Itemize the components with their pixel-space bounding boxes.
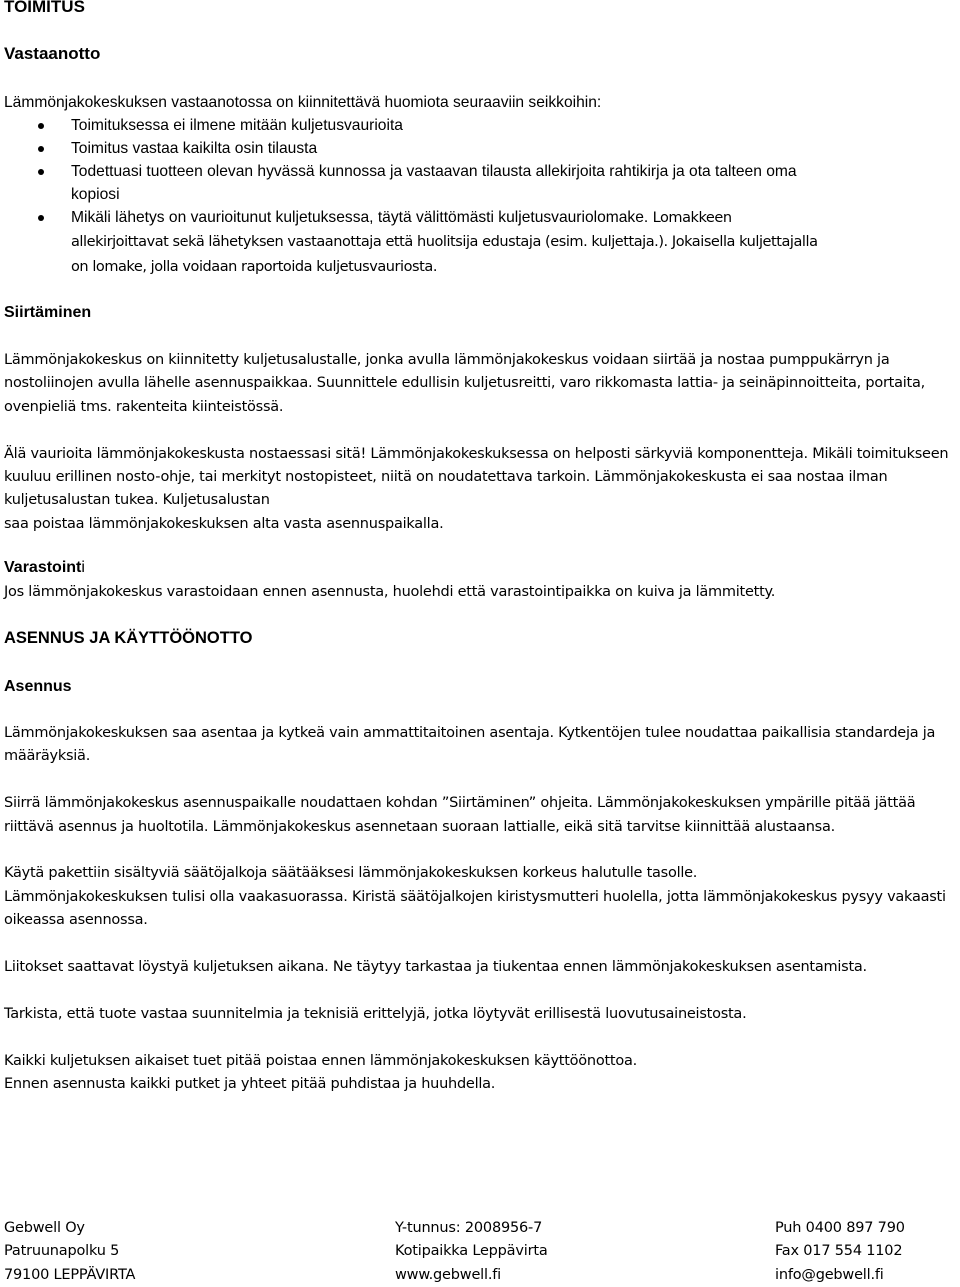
vastaanotto-content bbox=[4, 91, 952, 279]
heading-vastaanotto: Vastaanotto bbox=[4, 44, 101, 63]
asennus-paragraph-2: Siirrä lämmönjakokeskus asennuspaikalle noudattaen kohdan ”Siirtäminen” ohjeita. Lämmönjakokeskuksen ympärille pitää jättää riittävä asennus ja huoltotila. Lämmönjakokeskus asennetaan suoraan lattialle, eikä sitä tarvitse kiinnittää alustaansa. bbox=[4, 795, 916, 835]
varastointi-paragraph: Jos lämmönjakokeskus varastoidaan ennen asennusta, huolehdi että varastointipaikka on kuiva ja lämmitetty. bbox=[4, 584, 776, 600]
list-item: Toimitus vastaa kaikilta osin tilausta bbox=[4, 137, 824, 160]
siirtaminen-content bbox=[4, 349, 952, 536]
section-title-toimitus: TOIMITUS bbox=[4, 0, 85, 16]
siirtaminen-paragraph-2: Älä vaurioita lämmönjakokeskusta nostaessasi sitä! Lämmönjakokeskuksessa on helposti särkyviä komponentteja. Mikäli toimitukseen kuuluu erillinen nosto-ohje, tai merkityt nostopisteet, niitä on noudatettava tarkoin. Lämmönjakokeskusta ei saa nostaa ilman kuljetusalustan tukea. Kuljetusalustan bbox=[4, 445, 949, 509]
footer-domicile: Kotipaikka Leppävirta bbox=[395, 1243, 548, 1260]
footer-phone: Puh 0400 897 790 bbox=[775, 1220, 905, 1236]
asennus-paragraph-1: Lämmönjakokeskuksen saa asentaa ja kytkeä vain ammattitaitoinen asentaja. Kytkentöjen tulee noudattaa paikallisia standardeja ja määräyksiä. bbox=[4, 725, 936, 765]
vastaanotto-intro: Lämmönjakokeskuksen vastaanotossa on kiinnitettävä huomiota seuraaviin seikkoihin: bbox=[4, 94, 602, 111]
footer-company-name: Gebwell Oy bbox=[4, 1220, 85, 1236]
footer-email-link[interactable]: info@gebwell.fi bbox=[775, 1266, 884, 1283]
heading-varastointi: Varastointi bbox=[4, 559, 85, 576]
list-item: Mikäli lähetys on vaurioitunut kuljetuksessa, täytä välittömästi kuljetusvauriolomake. Lomakkeen allekirjoittavat sekä lähetyksen vastaanottaja että huolitsija edustaja (esim. kuljettaja.). Jokaisella kuljettajalla on lomake, jolla voidaan raportoida kuljetusvauriosta. bbox=[4, 206, 824, 279]
section-title-asennus-ja-kayttoonotto: ASENNUS JA KÄYTTÖÖNOTTO bbox=[4, 629, 253, 647]
list-item: Todettuasi tuotteen olevan hyvässä kunnossa ja vastaavan tilausta allekirjoita rahtikirja ja ota talteen oma kopiosi bbox=[4, 160, 824, 206]
vastaanotto-checklist bbox=[4, 114, 824, 279]
footer-postal-city: 79100 LEPPÄVIRTA bbox=[4, 1266, 136, 1283]
asennus-paragraph-6-line-2: Ennen asennusta kaikki putket ja yhteet pitää puhdistaa ja huuhdella. bbox=[4, 1076, 496, 1093]
asennus-paragraph-3-line-1: Käytä pakettiin sisältyviä säätöjalkoja säätääksesi lämmönjakokeskuksen korkeus halutulle tasolle. bbox=[4, 865, 698, 882]
asennus-paragraph-4: Liitokset saattavat löystyä kuljetuksen aikana. Ne täytyy tarkastaa ja tiukentaa ennen lämmönjakokeskuksen asentamista. bbox=[4, 959, 867, 976]
footer-business-id: Y-tunnus: 2008956-7 bbox=[395, 1220, 543, 1236]
footer-street: Patruunapolku 5 bbox=[4, 1243, 120, 1260]
footer-business-info bbox=[395, 1217, 765, 1287]
asennus-paragraph-3-line-2: Lämmönjakokeskuksen tulisi olla vaakasuorassa. Kiristä säätöjalkojen kiristysmutteri huolella, jotta lämmönjakokeskus pysyy vakaasti oikeassa asennossa. bbox=[4, 888, 946, 929]
siirtaminen-paragraph-1: Lämmönjakokeskus on kiinnitetty kuljetusalustalle, jonka avulla lämmönjakokeskus voidaan siirtää ja nostaa pumppukärryn ja nostoliinojen avulla lähelle asennuspaikkaa. Suunnittele edullisin kuljetusreitti, varo rikkomasta lattia- ja seinäpinnoitteita, portaita, ovenpieliä tms. rakenteita kiinteistössä. bbox=[4, 352, 925, 415]
asennus-paragraph-6-line-1: Kaikki kuljetuksen aikaiset tuet pitää poistaa ennen lämmönjakokeskuksen käyttöönottoa. bbox=[4, 1052, 637, 1069]
list-item-continuation: Lomakkeen allekirjoittavat sekä lähetyksen vastaanottaja että huolitsija edustaja (esim. kuljettaja.). Jokaisella kuljettajalla on lomake, jolla voidaan raportoida kuljetusvauriosta. bbox=[71, 210, 818, 275]
list-item: Toimituksessa ei ilmene mitään kuljetusvaurioita bbox=[4, 114, 824, 137]
footer-company-address bbox=[4, 1217, 384, 1287]
footer-website-link[interactable]: www.gebwell.fi bbox=[395, 1266, 501, 1283]
heading-asennus: Asennus bbox=[4, 678, 72, 695]
footer-contact bbox=[775, 1217, 955, 1287]
heading-siirtaminen: Siirtäminen bbox=[4, 304, 92, 321]
siirtaminen-paragraph-2-line-2: saa poistaa lämmönjakokeskuksen alta vasta asennuspaikalla. bbox=[4, 515, 444, 532]
footer-fax: Fax 017 554 1102 bbox=[775, 1243, 903, 1260]
asennus-paragraph-5: Tarkista, että tuote vastaa suunnitelmia ja teknisiä erittelyjä, jotka löytyvät erillisestä luovutusaineistosta. bbox=[4, 1005, 747, 1022]
asennus-content bbox=[4, 722, 952, 1096]
